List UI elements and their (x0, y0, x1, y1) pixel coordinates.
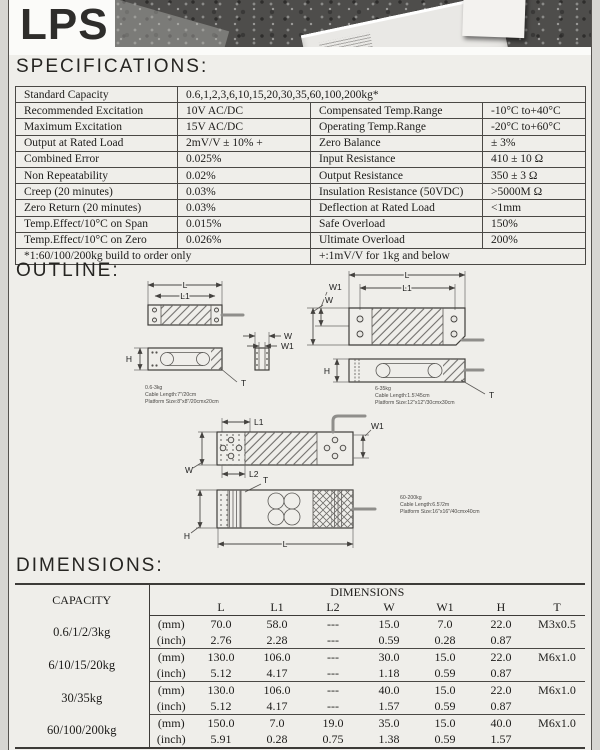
side-view (148, 348, 222, 370)
spec-label: Output Resistance (311, 167, 483, 183)
spec-label: Zero Balance (311, 135, 483, 151)
dim-value: 7.0 (269, 715, 285, 730)
dim-label-T: T (241, 378, 247, 388)
dim-label-T: T (263, 475, 269, 485)
spec-label: Compensated Temp.Range (311, 103, 483, 119)
dimensions-heading: DIMENSIONS: (16, 555, 164, 576)
spec-footnote-right: +:1mV/V for 1kg and below (311, 248, 586, 264)
caption-platform: Platform Size:16"x16"/40cmx40cm (400, 509, 480, 515)
col-header-W: W (361, 600, 417, 616)
col-header-L: L (193, 600, 249, 616)
dim-value: 15.0 (378, 616, 400, 631)
spec-value: >5000M Ω (483, 184, 586, 200)
dim-value: 2.28 (249, 632, 305, 649)
dim-value: 4.17 (249, 665, 305, 682)
dim-value: 0.87 (473, 632, 529, 649)
dim-label-H: H (125, 354, 133, 364)
spec-label: Temp.Effect/10°C on Zero (16, 232, 178, 248)
dim-value: --- (327, 682, 339, 697)
dim-value (529, 731, 585, 748)
drawing-60-200kg (184, 416, 480, 549)
spec-value: <1mm (483, 200, 586, 216)
spec-value: 350 ± 3 Ω (483, 167, 586, 183)
caption-platform: Platform Size:8"x8"/20cmx20cm (145, 399, 219, 405)
spec-label: Deflection at Rated Load (311, 200, 483, 216)
unit-cell: (mm) (157, 715, 185, 730)
dim-value: 5.12 (193, 665, 249, 682)
drawing-0p6-3kg (126, 280, 294, 405)
dim-value: 15.0 (434, 715, 456, 730)
caption-cable: Cable Length:7"/20cm (145, 392, 197, 398)
specifications-table (15, 86, 586, 265)
dim-value (529, 698, 585, 715)
col-header-L2: L2 (305, 600, 361, 616)
dim-value (529, 632, 585, 649)
capacity-cell: 0.6/1/2/3kg (15, 616, 149, 649)
dim-value: 40.0 (378, 682, 400, 697)
caption-cable: Cable Length:6.5'/2m (400, 502, 450, 508)
dim-value: 106.0 (263, 649, 291, 664)
dim-value: 1.57 (361, 698, 417, 715)
spec-value: 0.03% (178, 184, 311, 200)
dims-header-row (15, 584, 585, 600)
spec-label: Safe Overload (311, 216, 483, 232)
spec-row (16, 232, 586, 248)
spec-row (16, 200, 586, 216)
spec-row (16, 135, 586, 151)
outline-heading: OUTLINE: (16, 260, 120, 281)
dim-value: 130.0 (207, 682, 235, 697)
spec-label: Input Resistance (311, 151, 483, 167)
spec-row (16, 87, 586, 103)
dim-label-W1: W1 (329, 282, 342, 292)
unit-cell: (mm) (157, 682, 185, 697)
dim-value: 22.0 (490, 649, 512, 664)
spec-value: 200% (483, 232, 586, 248)
drawing-6-35kg (307, 270, 494, 406)
spec-label: Output at Rated Load (16, 135, 178, 151)
spec-label: Ultimate Overload (311, 232, 483, 248)
dim-value: 70.0 (210, 616, 232, 631)
dims-row-mm (15, 682, 585, 699)
spec-label: Recommended Excitation (16, 103, 178, 119)
dim-label-W1: W1 (281, 341, 294, 351)
spec-row (16, 216, 586, 232)
spec-label: Non Repeatability (16, 167, 178, 183)
caption-cable: Cable Length:1.5'/45cm (375, 393, 430, 399)
spec-label: Standard Capacity (16, 87, 178, 103)
spec-label: Zero Return (20 minutes) (16, 200, 178, 216)
dim-value: M6x1.0 (538, 649, 576, 664)
dim-value: M3x0.5 (538, 616, 576, 631)
spec-value: ± 3% (483, 135, 586, 151)
dim-label-L1: L1 (180, 291, 190, 301)
spec-value: 0.015% (178, 216, 311, 232)
unit-cell: (inch) (149, 632, 193, 649)
spec-value: 2mV/V ± 10% + (178, 135, 311, 151)
caption-platform: Platform Size:12"x12"/30cmx30cm (375, 400, 455, 406)
spec-label: Insulation Resistance (50VDC) (311, 184, 483, 200)
spec-value: 0.03% (178, 200, 311, 216)
load-cell-photo (115, 0, 591, 47)
dim-label-W1: W1 (371, 421, 384, 431)
unit-cell: (inch) (149, 665, 193, 682)
spec-value: 10V AC/DC (178, 103, 311, 119)
dim-value: 0.59 (417, 698, 473, 715)
spec-row (16, 119, 586, 135)
specifications-heading: SPECIFICATIONS: (16, 56, 209, 77)
dim-label-H: H (183, 531, 191, 541)
dim-value: 35.0 (378, 715, 400, 730)
dim-value: 0.59 (361, 632, 417, 649)
caption-range: 6-35kg (375, 386, 391, 392)
mounting-block (462, 0, 525, 38)
spec-value: 0.6,1,2,3,6,10,15,20,30,35,60,100,200kg* (178, 87, 586, 103)
spec-value: -20°C to+60°C (483, 119, 586, 135)
dim-label-W: W (184, 465, 194, 475)
dim-value: M6x1.0 (538, 682, 576, 697)
unit-cell: (mm) (157, 616, 185, 631)
dim-label-L1: L1 (402, 283, 412, 293)
dim-value (529, 665, 585, 682)
col-header-W1: W1 (417, 600, 473, 616)
spec-row (16, 103, 586, 119)
photo-glare (115, 0, 230, 47)
dim-value: 130.0 (207, 649, 235, 664)
dim-value: 30.0 (378, 649, 400, 664)
dim-value: 22.0 (490, 682, 512, 697)
outline-drawings (15, 258, 585, 558)
dim-value: 15.0 (434, 649, 456, 664)
spec-label: Creep (20 minutes) (16, 184, 178, 200)
dim-value: 1.57 (473, 731, 529, 748)
caption-range: 60-200kg (400, 495, 422, 501)
spec-row (16, 151, 586, 167)
dim-label-L: L (404, 270, 410, 280)
dim-value: 150.0 (207, 715, 235, 730)
clover-cutout (268, 493, 284, 509)
unit-cell: (inch) (149, 698, 193, 715)
dim-value: M6x1.0 (538, 715, 576, 730)
dim-value: 0.59 (417, 731, 473, 748)
dim-label-W: W (284, 331, 293, 341)
caption-range: 0.6-3kg (145, 385, 163, 391)
capacity-header: CAPACITY (15, 584, 149, 616)
dim-value: 22.0 (490, 616, 512, 631)
dim-value: 0.59 (417, 665, 473, 682)
unit-cell: (mm) (157, 649, 185, 664)
dim-value: 5.91 (193, 731, 249, 748)
dim-value: 19.0 (322, 715, 344, 730)
dim-label-T: T (489, 390, 495, 400)
dim-value: --- (327, 649, 339, 664)
dim-value: --- (305, 698, 361, 715)
spec-footnote-left: *1:60/100/200kg build to order only (16, 248, 311, 264)
spec-label: Combined Error (16, 151, 178, 167)
spec-value: 15V AC/DC (178, 119, 311, 135)
dimensions-header: DIMENSIONS (330, 585, 405, 599)
dim-value: 0.28 (417, 632, 473, 649)
spec-value: 0.026% (178, 232, 311, 248)
cable (333, 416, 365, 432)
capacity-cell: 6/10/15/20kg (15, 649, 149, 682)
dim-label-L2: L2 (249, 469, 259, 479)
capacity-cell: 60/100/200kg (15, 715, 149, 749)
dim-value: 40.0 (490, 715, 512, 730)
dim-value: 106.0 (263, 682, 291, 697)
dim-label-H: H (323, 366, 331, 376)
spec-value: 0.02% (178, 167, 311, 183)
dim-value: --- (327, 616, 339, 631)
dim-value: 2.76 (193, 632, 249, 649)
dim-value: 0.75 (305, 731, 361, 748)
dim-value: --- (305, 665, 361, 682)
spec-value: 150% (483, 216, 586, 232)
dim-value: 0.87 (473, 665, 529, 682)
dimensions-table (15, 583, 585, 749)
load-cell-label-sticker (319, 32, 377, 47)
col-header-H: H (473, 600, 529, 616)
dims-row-mm (15, 616, 585, 633)
dim-value: 1.38 (361, 731, 417, 748)
dim-value: 4.17 (249, 698, 305, 715)
dim-value: 15.0 (434, 682, 456, 697)
dim-value: 7.0 (437, 616, 453, 631)
capacity-cell: 30/35kg (15, 682, 149, 715)
dim-value: 5.12 (193, 698, 249, 715)
spec-value: 0.025% (178, 151, 311, 167)
dim-value: 0.87 (473, 698, 529, 715)
unit-cell: (inch) (149, 731, 193, 748)
spec-label: Maximum Excitation (16, 119, 178, 135)
dim-value: 58.0 (266, 616, 288, 631)
spec-row (16, 184, 586, 200)
dim-value: 1.18 (361, 665, 417, 682)
dim-label-L: L (282, 539, 288, 549)
spec-value: -10°C to+40°C (483, 103, 586, 119)
dims-row-mm (15, 649, 585, 666)
dim-label-W: W (325, 295, 334, 305)
spec-label: Operating Temp.Range (311, 119, 483, 135)
spec-row (16, 167, 586, 183)
product-title: LPS (20, 0, 109, 49)
spec-label: Temp.Effect/10°C on Span (16, 216, 178, 232)
col-header-L1: L1 (249, 600, 305, 616)
dims-row-mm (15, 715, 585, 732)
dim-label-L1: L1 (254, 417, 264, 427)
dim-value: --- (305, 632, 361, 649)
dim-label-L: L (182, 280, 188, 290)
col-header-T: T (529, 600, 585, 616)
spec-value: 410 ± 10 Ω (483, 151, 586, 167)
unit-column-header (149, 600, 193, 616)
dim-value: 0.28 (249, 731, 305, 748)
